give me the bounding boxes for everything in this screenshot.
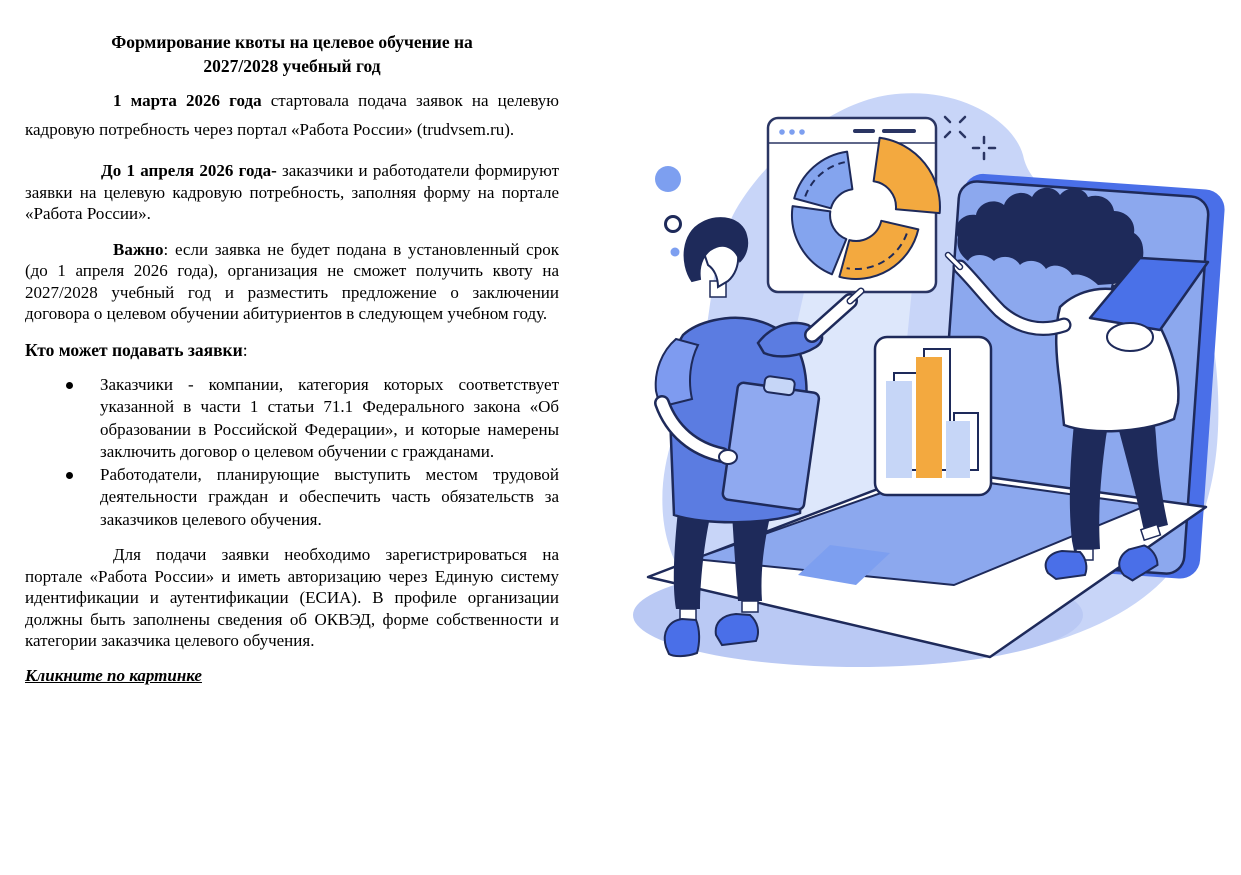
bold-run: Важно — [113, 239, 164, 259]
bullet-text: Работодатели, планирующие выступить местом трудовой деятельности граждан и обеспечить часть обязательств за заказчиков целевого обучения. — [100, 464, 559, 529]
bullet-list — [25, 374, 559, 532]
paragraph-deadline — [25, 160, 559, 225]
bullet-dot-icon — [66, 382, 73, 389]
bold-run: 1 марта 2026 года — [113, 91, 262, 110]
browser-dot-icon — [789, 129, 795, 135]
man-right-shoe — [716, 614, 758, 645]
bar-chart-card — [875, 337, 991, 495]
bold-run: Кто может подавать заявки — [25, 339, 243, 360]
click-picture-link-row — [25, 666, 559, 686]
click-picture-link[interactable]: Кликните по картинке — [25, 665, 202, 685]
text-run: : если заявка не будет подана в установленный срок (до 1 апреля 2026 года), организация не сможет получить квоту на 2027/2028 учебный год и разместить предложение о заключении договора о целевом обучении абитуриентов в следующем учебном году. — [25, 239, 559, 323]
ring-decor — [666, 217, 681, 232]
bullet-marker — [25, 464, 100, 532]
woman-left-shoe — [1046, 551, 1087, 579]
paragraph-registration: Для подачи заявки необходимо зарегистрироваться на портале «Работа России» и иметь авторизацию через Единую систему идентификации и аутентификации (ЕСИА). В профиле организации должны быть заполнены сведения об ОКВЭД, форме собственности и категории заказчика целевого обучения. — [25, 545, 559, 650]
title-line-2: 2027/2028 учебный год — [203, 56, 381, 76]
clipboard — [722, 372, 821, 510]
page-title — [25, 30, 559, 78]
browser-dot-icon — [799, 129, 805, 135]
clipboard-clip — [763, 376, 795, 396]
title-line-1: Формирование квоты на целевое обучение на — [111, 32, 473, 52]
bar-light-blue — [886, 381, 912, 478]
filled-circle-decor — [655, 166, 681, 192]
illustration-svg — [628, 85, 1225, 675]
text-run: заказчики и работодатели формируют заявки на целевую кадровую потребность, заполняя форму на портале «Работа России». — [25, 161, 559, 223]
list-item — [25, 464, 559, 532]
woman-hand — [1107, 323, 1153, 351]
text-run: стартовала подача заявок на целевую кадровую потребность через портал «Работа России» (trudvsem.ru). — [25, 91, 559, 139]
man-left-shoe — [665, 619, 699, 656]
list-heading — [25, 339, 559, 361]
bullet-dot-icon — [66, 472, 73, 479]
browser-dash — [882, 129, 916, 133]
bar-orange — [916, 357, 942, 478]
paragraph-start-date — [25, 86, 559, 144]
paragraph-important — [25, 239, 559, 325]
browser-dash — [853, 129, 875, 133]
list-item — [25, 374, 559, 464]
text-column — [25, 30, 559, 686]
dot-decorations — [655, 166, 681, 257]
bold-run: До 1 апреля 2026 года- — [101, 161, 277, 180]
small-dot-decor — [671, 248, 680, 257]
man-left-hand — [719, 450, 737, 464]
browser-dot-icon — [779, 129, 785, 135]
text-run: : — [242, 339, 248, 360]
bullet-text: Заказчики - компании, категория которых соответствует указанной в части 1 статьи 71.1 Федерального закона «Об образовании в Российской Федерации», и которые намерены заключить договор о целевом обучении с гражданами. — [100, 374, 559, 461]
clickable-illustration[interactable] — [628, 85, 1225, 675]
bullet-marker — [25, 374, 100, 464]
bar-light-blue — [946, 421, 970, 478]
browser-window-pie-chart — [768, 118, 940, 292]
